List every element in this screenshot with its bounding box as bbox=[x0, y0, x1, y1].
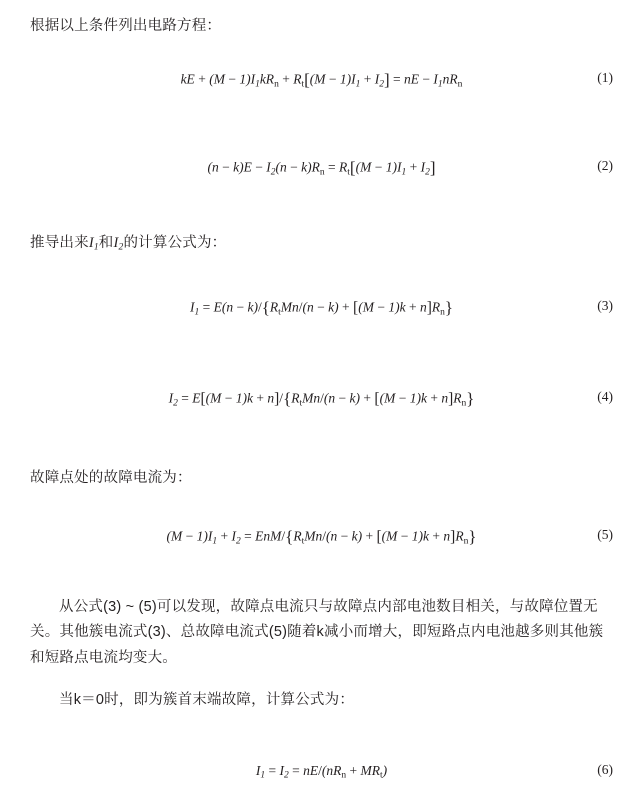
equation-4-number: (4) bbox=[597, 389, 613, 404]
equation-6-row bbox=[30, 762, 613, 781]
paragraph-analysis: 从公式(3) ~ (5)可以发现，故障点电流只与故障点内部电池数目相关，与故障位置无关。其他簇电流式(3)、总故障电流式(5)随着k减小而增大，即短路点内电池越多则其他簇和短路点电流均变大。 bbox=[30, 599, 604, 666]
equation-5-body: $(M - 1)I_1 + I_2$ = EnM/{RtMn/(n − k) + [(M − 1)k + n]Rn} bbox=[166, 527, 477, 547]
symbol-i2-sub: 2 bbox=[118, 242, 124, 253]
equation-6-body: $I_1 = I_2 = nE/(nRn + MRt)$ bbox=[255, 763, 388, 781]
equation-2-row bbox=[30, 158, 613, 178]
equation-2-body: $(n - k)E - I_2(n - k)Rn = Rt[(M - 1)I_1 + I_2]$ bbox=[207, 158, 436, 178]
equation-4-body: $I_2 = E[(M - 1)k$ + n]/{RtMn/(n − k) + [(M − 1)k + n]Rn} bbox=[168, 389, 475, 409]
equation-6-number: (6) bbox=[597, 762, 613, 777]
equation-3-row bbox=[30, 298, 613, 318]
equation-2-number: (2) bbox=[597, 158, 613, 173]
equation-3-body: $I_1 = E(n$ − k)/{RtMn/(n − k) + [(M − 1)k + n]Rn} bbox=[189, 298, 454, 318]
heading-2-mid: 和 bbox=[98, 235, 114, 251]
heading-list-equations: 根据以上条件列出电路方程： bbox=[30, 18, 222, 34]
symbol-i1: I bbox=[88, 235, 94, 251]
heading-derived-formulas bbox=[30, 231, 613, 256]
heading-fault-current: 故障点处的故障电流为： bbox=[30, 470, 192, 486]
symbol-i2: I bbox=[113, 235, 119, 251]
equation-1-body: kE + $(M - 1)I_1kRn + Rt[(M - 1)I_1 + I_2]$ = nE − $I_1nRn$ bbox=[180, 70, 463, 90]
symbol-i1-sub: 1 bbox=[93, 242, 99, 253]
equation-3-number: (3) bbox=[597, 298, 613, 313]
equation-4-row bbox=[30, 389, 613, 409]
equation-1-number: (1) bbox=[597, 70, 613, 85]
equation-5-row bbox=[30, 527, 613, 547]
paragraph-k-zero-case: 当k＝0时，即为簇首末端故障，计算公式为： bbox=[59, 692, 355, 708]
heading-2-prefix: 推导出来 bbox=[30, 235, 89, 251]
heading-2-suffix: 的计算公式为： bbox=[123, 235, 227, 251]
equation-5-number: (5) bbox=[597, 527, 613, 542]
equation-1-row bbox=[30, 70, 613, 90]
